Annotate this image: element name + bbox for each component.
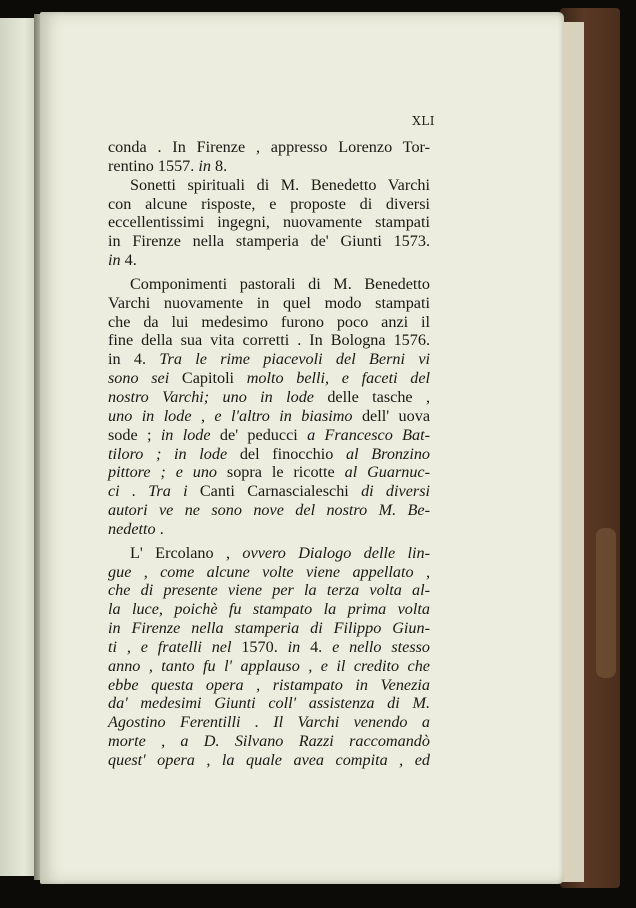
italic-text: sono sei (108, 369, 170, 388)
text-line (108, 501, 430, 520)
page-stack-edge (575, 22, 584, 882)
text-line (108, 426, 430, 445)
italic-text: autori ve ne sono nove del nostro M. Be- (108, 501, 430, 520)
text-line (108, 563, 430, 582)
roman-text: in Firenze nella stamperia de' Giunti 1573. (108, 232, 430, 251)
text-line (108, 676, 430, 695)
text-line (108, 388, 430, 407)
roman-text: Componimenti pastorali di M. Benedetto (130, 274, 430, 293)
text-line (108, 638, 430, 657)
roman-text: de' peducci (210, 425, 308, 444)
roman-text: Varchi nuovamente in quel modo stampati (108, 293, 430, 312)
text-line (108, 619, 430, 638)
italic-text: gue , come alcune volte viene appellato , (108, 562, 430, 581)
italic-text: quest' opera , la quale avea compita , ed (108, 751, 430, 769)
text-line (108, 751, 430, 770)
roman-text: in 4. (108, 350, 160, 369)
italic-text: in (198, 156, 211, 175)
roman-text: . (155, 519, 164, 538)
italic-text: in Firenze nella stamperia di Filippo Giun- (108, 619, 430, 638)
text-line (108, 313, 430, 332)
roman-text: che da lui medesimo furono poco anzi il (108, 312, 430, 331)
text-line (108, 195, 430, 214)
roman-text: rentino 1557. (108, 156, 199, 175)
text-line (108, 694, 430, 713)
roman-text: fine della sua vita corretti . In Bologna 1576. (108, 331, 430, 350)
italic-text: ovvero Dialogo delle lin- (242, 543, 430, 562)
roman-text: dell' uova (352, 406, 431, 425)
text-line (108, 251, 430, 270)
text-line (108, 445, 430, 464)
roman-text: Capitoli (169, 369, 247, 388)
text-line (108, 275, 430, 294)
roman-text: eccellentissimi ingegni, nuovamente stampati (108, 213, 430, 232)
page-text (108, 138, 430, 770)
italic-text: Tra le rime piacevoli del Berni vi (159, 350, 431, 369)
roman-text: L' Ercolano , (130, 543, 243, 562)
roman-text: sopra le ricotte (217, 463, 345, 482)
italic-text: la luce, poichè fu stampato la prima volta (108, 600, 430, 619)
text-line (108, 369, 430, 388)
text-line (108, 657, 430, 676)
text-line (108, 520, 430, 539)
italic-text: ebbe questa opera , ristampato in Venezia (108, 675, 430, 694)
text-line (108, 157, 430, 176)
text-line (108, 331, 430, 350)
italic-text: in lode (160, 425, 211, 444)
text-line (108, 350, 430, 369)
italic-text: e nello stesso (332, 637, 431, 656)
text-line (108, 407, 430, 426)
text-line (108, 463, 430, 482)
roman-text: Canti Carnascialeschi (187, 482, 362, 501)
italic-text: uno in lode , e l'altro in biasimo (108, 406, 353, 425)
roman-text: Sonetti spirituali di M. Benedetto Varchi (130, 175, 430, 194)
italic-text: pittore ; e uno (108, 463, 218, 482)
italic-text: a Francesco Bat- (307, 425, 430, 444)
italic-text: di diversi (361, 482, 430, 501)
roman-text: del finocchio (227, 444, 347, 463)
text-line (108, 176, 430, 195)
text-line (108, 213, 430, 232)
roman-text: delle tasche , (313, 387, 430, 406)
roman-text: 8. (210, 156, 228, 175)
italic-text: al Bronzino (346, 444, 431, 463)
italic-text: tiloro ; in lode (108, 444, 228, 463)
roman-text: 4. (300, 637, 333, 656)
text-line (108, 482, 430, 501)
roman-text: 4. (120, 251, 137, 270)
text-line (108, 232, 430, 251)
italic-text: al Guarnuc- (344, 463, 431, 482)
italic-text: molto belli, e faceti del (246, 369, 431, 388)
page-number: XLI (412, 114, 435, 128)
italic-text: ti , e fratelli nel (108, 637, 232, 656)
roman-text: con alcune risposte, e proposte di diversi (108, 194, 430, 213)
text-line (108, 294, 430, 313)
text-line (108, 138, 430, 157)
italic-text: in (287, 637, 301, 656)
text-line (108, 544, 430, 563)
roman-text: conda . In Firenze , appresso Lorenzo Tor- (108, 138, 430, 156)
italic-text: da' medesimi Giunti coll' assistenza di M. (108, 694, 430, 713)
italic-text: anno , tanto fu l' applauso , e il credito che (108, 656, 430, 675)
italic-text: in (108, 251, 121, 270)
italic-text: nedetto (108, 519, 156, 538)
roman-text: 1570. (231, 637, 288, 656)
text-line (108, 581, 430, 600)
italic-text: morte , a D. Silvano Razzi raccomandò (108, 732, 430, 751)
italic-text: nostro Varchi; uno in lode (108, 387, 314, 406)
italic-text: che di presente viene per la terza volta al- (108, 581, 430, 600)
text-line (108, 732, 430, 751)
roman-text: sode ; (108, 425, 161, 444)
italic-text: ci . Tra i (108, 482, 188, 501)
text-line (108, 713, 430, 732)
italic-text: Agostino Ferentilli . Il Varchi venendo a (108, 713, 430, 732)
text-line (108, 600, 430, 619)
